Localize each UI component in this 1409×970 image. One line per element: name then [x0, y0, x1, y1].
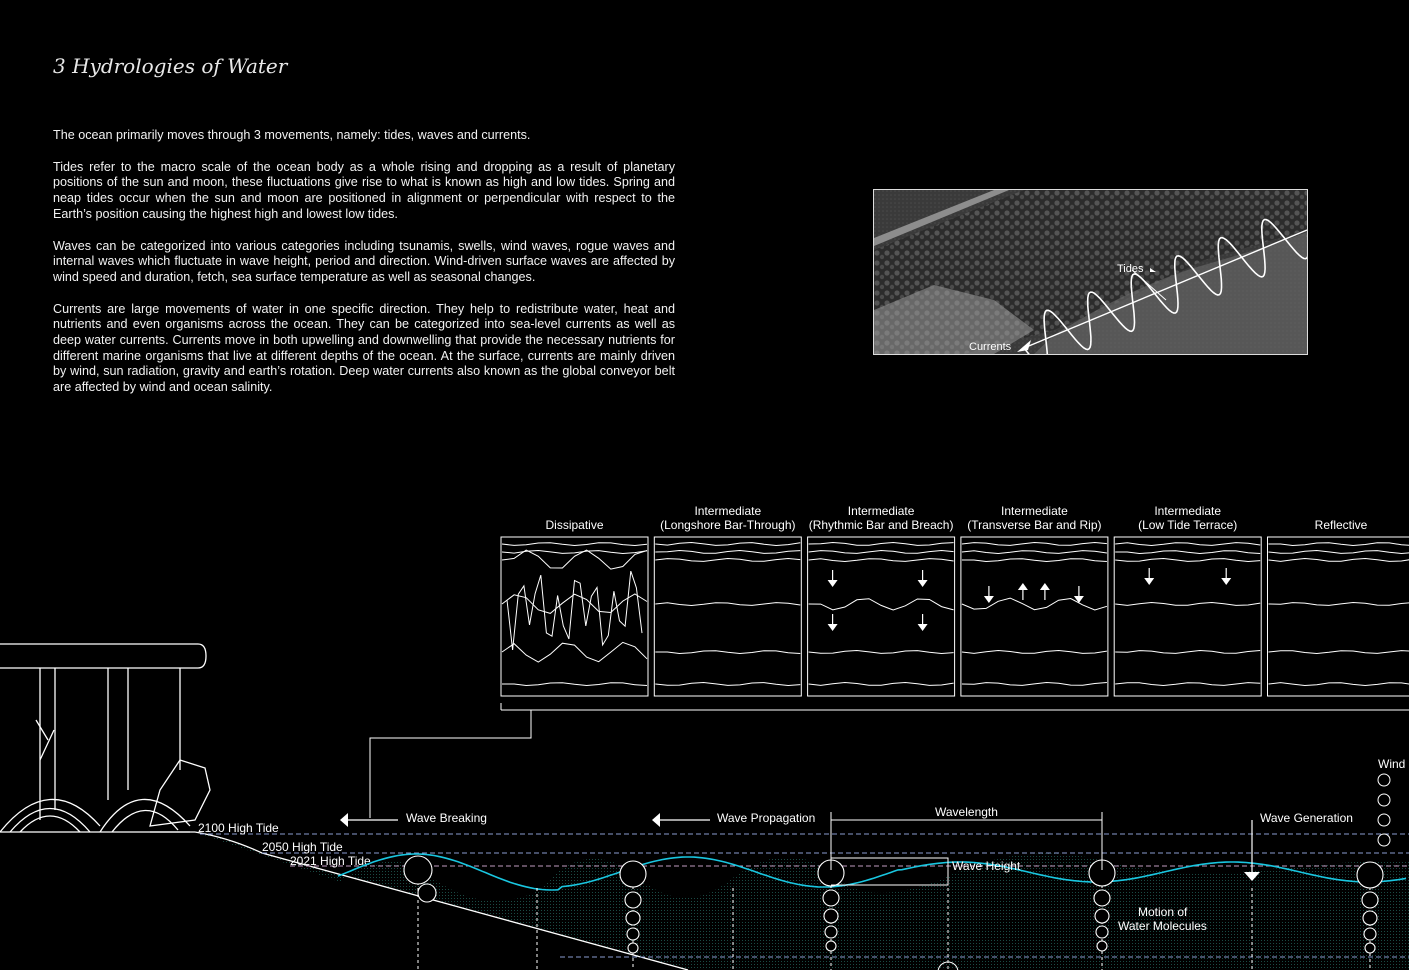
sediment-line — [502, 642, 647, 662]
rip-arrow — [1074, 596, 1084, 603]
beach-state-panels — [501, 504, 1409, 696]
rip-arrow — [828, 580, 838, 587]
wind-circles — [1378, 774, 1390, 846]
rip-arrow — [984, 596, 994, 603]
rip-arrow — [828, 624, 838, 631]
sediment-line — [809, 551, 954, 554]
page-title: 3 Hydrologies of Water — [53, 54, 288, 78]
sediment-line — [655, 603, 800, 606]
paragraph-tides: Tides refer to the macro scale of the ocean body as a whole rising and dropping as a result of planetary positions of the sun and moon, these fluctuations give rise to what is known as high and low tides. Spring and neap tides occur when the sun and moon are positioned in alignment or perpendicular with respect to the Earth’s position causing the highest high and lowest low tides. — [53, 159, 675, 221]
molecule-orbit — [1362, 892, 1378, 908]
sediment-line — [502, 543, 647, 546]
sediment-line — [1269, 559, 1409, 562]
molecule-orbit — [824, 909, 838, 923]
tide-label-2050: 2050 High Tide — [262, 840, 343, 854]
sediment-line — [809, 599, 954, 610]
rip-arrow — [1040, 583, 1050, 590]
sediment-line — [809, 683, 954, 686]
turbulence-line — [507, 571, 642, 650]
sediment-line — [962, 543, 1107, 546]
beach-state-label-line1: Intermediate — [1154, 504, 1222, 518]
sediment-line — [655, 651, 800, 654]
molecule-orbit — [825, 926, 837, 938]
beach-state-panel — [654, 537, 801, 696]
molecule-orbit — [1363, 911, 1377, 925]
sediment-line — [962, 551, 1107, 554]
sediment-line — [809, 543, 954, 546]
molecule-orbit — [620, 861, 646, 887]
sediment-line — [502, 683, 647, 686]
sediment-line — [1269, 651, 1409, 654]
molecule-orbit — [404, 856, 432, 884]
wave-propagation-arrow — [652, 813, 660, 827]
sediment-line — [655, 551, 800, 554]
wind-label: Wind — [1378, 757, 1406, 771]
sediment-line — [655, 559, 800, 562]
panels-connector — [370, 710, 531, 818]
tide-label-2100: 2100 High Tide — [198, 821, 279, 835]
molecule-orbit — [625, 892, 641, 908]
motion-label-line2: Water Molecules — [1118, 919, 1207, 933]
sediment-line — [655, 543, 800, 546]
rip-arrow — [918, 580, 928, 587]
molecule-orbit — [1095, 909, 1109, 923]
sediment-line — [809, 559, 954, 562]
wave-height-dimension — [831, 858, 948, 885]
sediment-line — [809, 651, 954, 654]
molecule-orbit — [627, 928, 639, 940]
paragraph-overview: The ocean primarily moves through 3 movements, namely: tides, waves and currents. — [53, 128, 531, 142]
rip-arrow — [1221, 578, 1231, 585]
sediment-line — [1115, 603, 1260, 606]
sediment-line — [1115, 559, 1260, 562]
beach-state-label-line2: (Transverse Bar and Rip) — [967, 518, 1102, 532]
wave-breaking-arrow — [340, 813, 348, 827]
molecule-orbit — [1094, 890, 1110, 906]
molecule-orbit — [1365, 943, 1375, 953]
molecule-orbit — [626, 911, 640, 925]
beach-state-label-line2: (Rhythmic Bar and Breach) — [808, 518, 954, 532]
sediment-line — [1269, 543, 1409, 546]
rip-arrow — [1144, 578, 1154, 585]
sediment-line — [962, 651, 1107, 654]
molecule-orbit — [823, 890, 839, 906]
sediment-line — [1115, 683, 1260, 686]
beach-state-label-line2: (Longshore Bar-Through) — [660, 518, 796, 532]
tides-label: Tides — [1117, 263, 1144, 275]
rip-arrow — [1018, 583, 1028, 590]
sediment-line — [502, 594, 647, 613]
sediment-line — [1269, 551, 1409, 554]
wave-generation-label: Wave Generation — [1260, 811, 1353, 825]
sediment-line — [1269, 683, 1409, 686]
beach-state-label-line2: Dissipative — [545, 518, 604, 532]
paragraph-waves: Waves can be categorized into various categories including tsunamis, swells, wind waves, rogue waves and internal waves which fluctuate in wave height, period and direction. Wind-driven surface waves are affected by wind speed and duration, fetch, sea surface temperature as well as seasonal changes. — [53, 238, 675, 284]
beach-state-label-line2: (Low Tide Terrace) — [1138, 518, 1238, 532]
molecule-orbit — [1096, 926, 1108, 938]
sediment-line — [962, 559, 1107, 562]
beach-state-label-line1: Intermediate — [847, 504, 915, 518]
molecule-orbit — [628, 943, 638, 953]
beach-state-label-line1: Intermediate — [694, 504, 762, 518]
molecule-orbit — [418, 884, 436, 902]
molecule-orbit — [1357, 862, 1383, 888]
sediment-line — [1115, 543, 1260, 546]
sediment-line — [1115, 551, 1260, 554]
tide-label-2021: 2021 High Tide — [290, 854, 371, 868]
paragraph-currents: Currents are large movements of water in one specific direction. They help to redistribute water, heat and nutrients and even organisms across the ocean. They can be categorized into sea-level currents as well as deep water currents. Currents move in both upwelling and downwelling that provide the necessary nutrients for different marine organisms that live at different depths of the ocean. At the surface, currents are mainly driven by wind, sun radiation, gravity and earth’s rotation. Deep water currents also known as the global conveyor belt are affected by wind and ocean salinity. — [53, 301, 675, 395]
wavelength-label: Wavelength — [935, 805, 998, 819]
beach-state-label-line1: Intermediate — [1001, 504, 1068, 518]
molecule-orbit — [826, 941, 836, 951]
currents-label: Currents — [969, 341, 1012, 353]
sediment-line — [1269, 603, 1409, 606]
wave-height-label: Wave Height — [952, 859, 1021, 873]
molecule-orbit — [1364, 928, 1376, 940]
beach-state-panel — [808, 537, 955, 696]
coastal-building — [0, 644, 210, 832]
sediment-line — [962, 683, 1107, 686]
motion-label-line1: Motion of — [1138, 905, 1188, 919]
sediment-line — [1115, 651, 1260, 654]
rip-arrow — [918, 624, 928, 631]
molecule-orbit — [1097, 941, 1107, 951]
sediment-line — [962, 598, 1107, 610]
sediment-line — [655, 683, 800, 686]
beach-state-label-line2: Reflective — [1314, 518, 1368, 532]
wave-propagation-label: Wave Propagation — [717, 811, 816, 825]
wave-breaking-label: Wave Breaking — [406, 811, 487, 825]
